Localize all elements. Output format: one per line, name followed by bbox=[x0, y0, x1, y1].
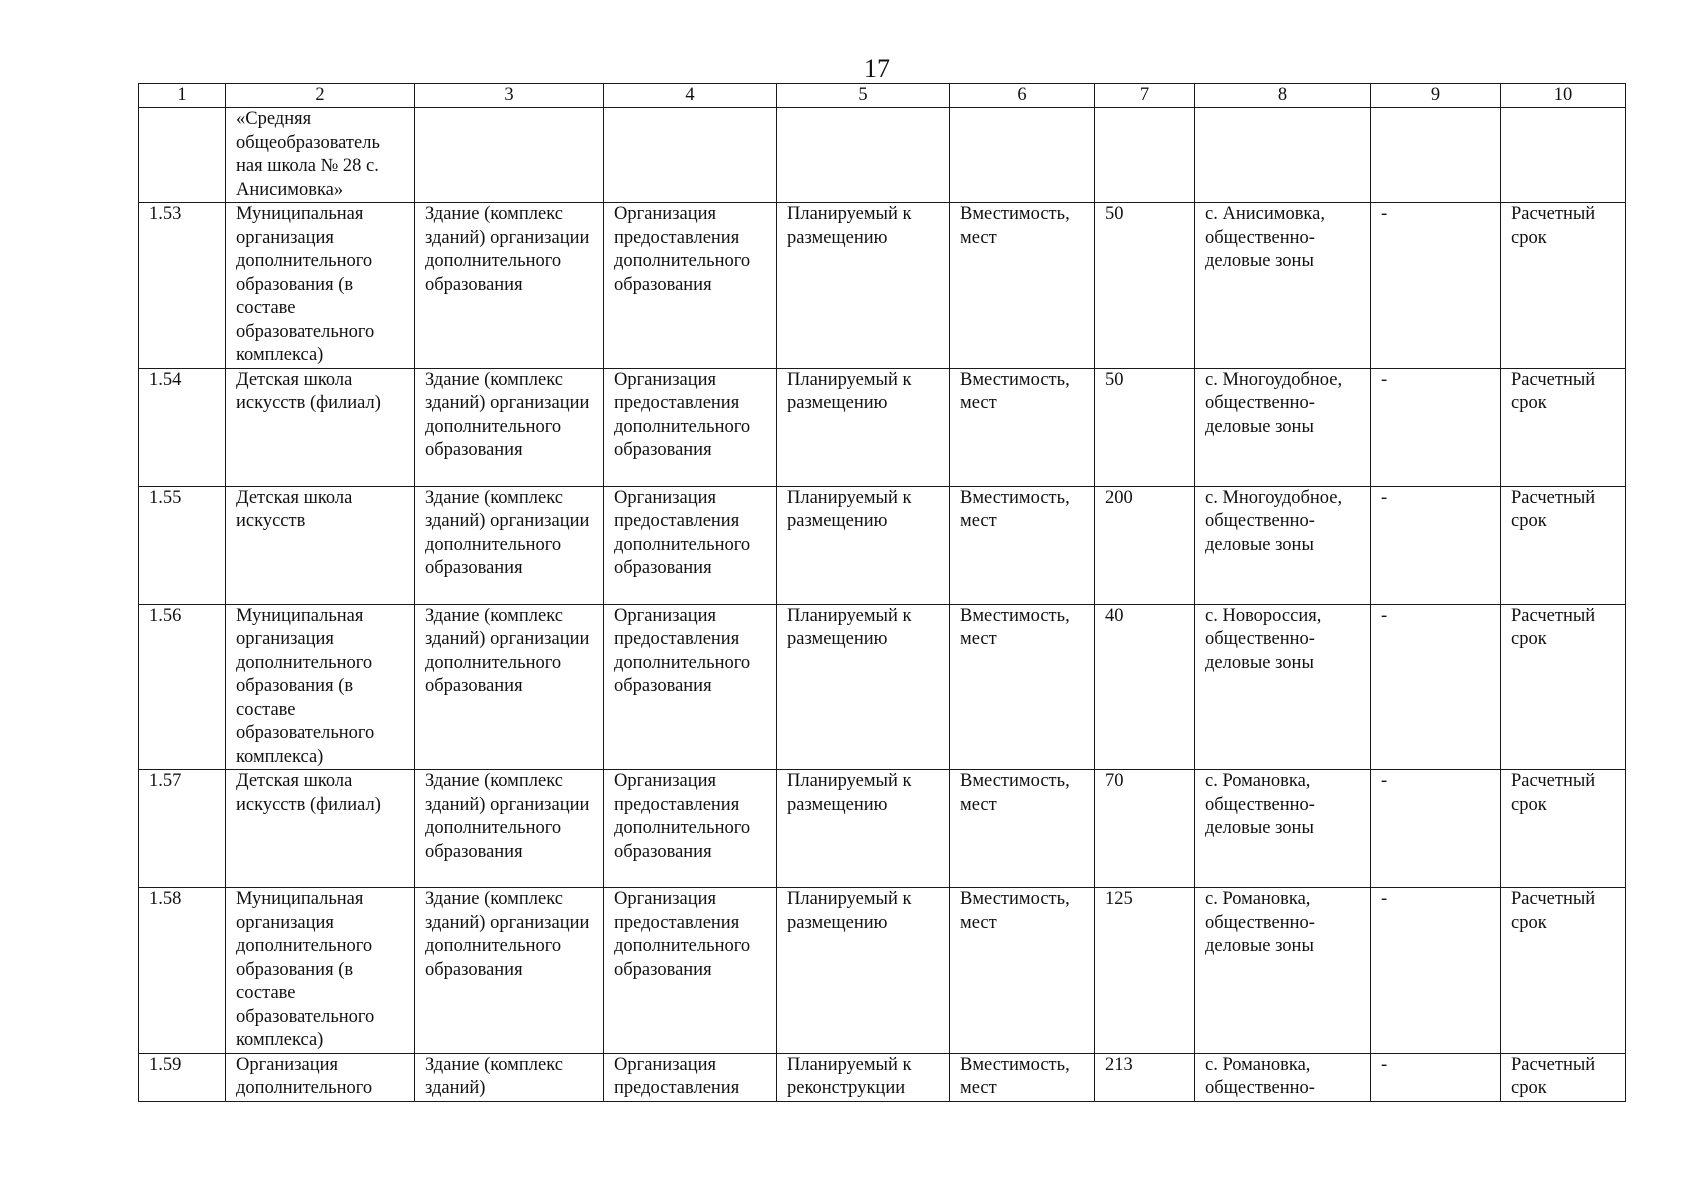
cell-zone: - bbox=[1371, 486, 1501, 604]
table-row bbox=[139, 486, 1626, 604]
cell-name: Муниципальная организация дополнительного образования (в составе образовательного комплекса) bbox=[226, 888, 415, 1054]
cell-name: Детская школа искусств (филиал) bbox=[226, 770, 415, 888]
cell-status: Планируемый к размещению bbox=[777, 486, 950, 604]
column-header: 10 bbox=[1501, 84, 1626, 108]
cell-number bbox=[139, 108, 226, 203]
cell-zone: - bbox=[1371, 604, 1501, 770]
cell-value: 125 bbox=[1095, 888, 1195, 1054]
cell-characteristic: Вместимость, мест bbox=[950, 203, 1095, 369]
cell-term: Расчетный срок bbox=[1501, 486, 1626, 604]
cell-number: 1.56 bbox=[139, 604, 226, 770]
cell-term: Расчетный срок bbox=[1501, 368, 1626, 486]
cell-characteristic: Вместимость, мест bbox=[950, 368, 1095, 486]
cell-status bbox=[777, 108, 950, 203]
cell-characteristic: Вместимость, мест bbox=[950, 486, 1095, 604]
column-header: 7 bbox=[1095, 84, 1195, 108]
cell-name: Муниципальная организация дополнительного образования (в составе образовательного комплекса) bbox=[226, 203, 415, 369]
cell-term: Расчетный срок bbox=[1501, 203, 1626, 369]
cell-number: 1.54 bbox=[139, 368, 226, 486]
cell-location: с. Многоудобное, общественно-деловые зоны bbox=[1195, 368, 1371, 486]
cell-status: Планируемый к размещению bbox=[777, 888, 950, 1054]
cell-purpose: Организация предоставления дополнительного образования bbox=[604, 486, 777, 604]
cell-value bbox=[1095, 108, 1195, 203]
cell-zone: - bbox=[1371, 368, 1501, 486]
table-body bbox=[139, 108, 1626, 1102]
cell-characteristic: Вместимость, мест bbox=[950, 770, 1095, 888]
cell-type: Здание (комплекс зданий) организации дополнительного образования bbox=[415, 770, 604, 888]
cell-term bbox=[1501, 108, 1626, 203]
table-row bbox=[139, 888, 1626, 1054]
cell-term: Расчетный срок bbox=[1501, 888, 1626, 1054]
cell-zone bbox=[1371, 108, 1501, 203]
table-row bbox=[139, 604, 1626, 770]
cell-type: Здание (комплекс зданий) организации дополнительного образования bbox=[415, 368, 604, 486]
cell-value: 50 bbox=[1095, 368, 1195, 486]
objects-table bbox=[138, 83, 1626, 1102]
cell-location bbox=[1195, 108, 1371, 203]
cell-value: 40 bbox=[1095, 604, 1195, 770]
cell-status: Планируемый к размещению bbox=[777, 770, 950, 888]
cell-status: Планируемый к размещению bbox=[777, 604, 950, 770]
cell-number: 1.58 bbox=[139, 888, 226, 1054]
cell-number: 1.53 bbox=[139, 203, 226, 369]
cell-characteristic: Вместимость, мест bbox=[950, 604, 1095, 770]
cell-status: Планируемый к реконструкции bbox=[777, 1053, 950, 1101]
cell-purpose: Организация предоставления дополнительного образования bbox=[604, 203, 777, 369]
table-row bbox=[139, 770, 1626, 888]
column-header: 2 bbox=[226, 84, 415, 108]
cell-number: 1.55 bbox=[139, 486, 226, 604]
cell-location: с. Анисимовка, общественно-деловые зоны bbox=[1195, 203, 1371, 369]
cell-characteristic: Вместимость, мест bbox=[950, 888, 1095, 1054]
cell-value: 70 bbox=[1095, 770, 1195, 888]
cell-type: Здание (комплекс зданий) организации дополнительного образования bbox=[415, 888, 604, 1054]
cell-status: Планируемый к размещению bbox=[777, 368, 950, 486]
cell-location: с. Новороссия, общественно-деловые зоны bbox=[1195, 604, 1371, 770]
cell-status: Планируемый к размещению bbox=[777, 203, 950, 369]
cell-type: Здание (комплекс зданий) организации дополнительного образования bbox=[415, 486, 604, 604]
cell-location: с. Романовка, общественно-деловые зоны bbox=[1195, 888, 1371, 1054]
cell-location: с. Романовка, общественно- bbox=[1195, 1053, 1371, 1101]
cell-name: Детская школа искусств bbox=[226, 486, 415, 604]
table-row bbox=[139, 1053, 1626, 1101]
header-row bbox=[139, 84, 1626, 108]
table-row bbox=[139, 368, 1626, 486]
table-row bbox=[139, 203, 1626, 369]
cell-value: 200 bbox=[1095, 486, 1195, 604]
cell-name: Организация дополнительного bbox=[226, 1053, 415, 1101]
cell-type: Здание (комплекс зданий) bbox=[415, 1053, 604, 1101]
cell-number: 1.59 bbox=[139, 1053, 226, 1101]
cell-zone: - bbox=[1371, 770, 1501, 888]
cell-term: Расчетный срок bbox=[1501, 604, 1626, 770]
page-number: 17 bbox=[864, 54, 890, 83]
cell-purpose: Организация предоставления дополнительного образования bbox=[604, 888, 777, 1054]
column-header: 9 bbox=[1371, 84, 1501, 108]
cell-value: 50 bbox=[1095, 203, 1195, 369]
cell-zone: - bbox=[1371, 888, 1501, 1054]
column-header: 4 bbox=[604, 84, 777, 108]
cell-location: с. Романовка, общественно-деловые зоны bbox=[1195, 770, 1371, 888]
cell-purpose: Организация предоставления дополнительного образования bbox=[604, 770, 777, 888]
table-row bbox=[139, 108, 1626, 203]
cell-purpose: Организация предоставления дополнительного образования bbox=[604, 604, 777, 770]
cell-purpose: Организация предоставления дополнительного образования bbox=[604, 368, 777, 486]
cell-term: Расчетный срок bbox=[1501, 770, 1626, 888]
cell-location: с. Многоудобное, общественно-деловые зоны bbox=[1195, 486, 1371, 604]
cell-type: Здание (комплекс зданий) организации дополнительного образования bbox=[415, 604, 604, 770]
cell-zone: - bbox=[1371, 1053, 1501, 1101]
cell-term: Расчетный срок bbox=[1501, 1053, 1626, 1101]
cell-type bbox=[415, 108, 604, 203]
column-header: 5 bbox=[777, 84, 950, 108]
cell-value: 213 bbox=[1095, 1053, 1195, 1101]
cell-purpose: Организация предоставления bbox=[604, 1053, 777, 1101]
cell-number: 1.57 bbox=[139, 770, 226, 888]
column-header: 1 bbox=[139, 84, 226, 108]
cell-purpose bbox=[604, 108, 777, 203]
table-header bbox=[139, 84, 1626, 108]
cell-characteristic: Вместимость, мест bbox=[950, 1053, 1095, 1101]
column-header: 6 bbox=[950, 84, 1095, 108]
cell-zone: - bbox=[1371, 203, 1501, 369]
column-header: 3 bbox=[415, 84, 604, 108]
cell-name: Детская школа искусств (филиал) bbox=[226, 368, 415, 486]
cell-name: Муниципальная организация дополнительного образования (в составе образовательного комплекса) bbox=[226, 604, 415, 770]
column-header: 8 bbox=[1195, 84, 1371, 108]
cell-name: «Средняя общеобразователь ная школа № 28 с. Анисимовка» bbox=[226, 108, 415, 203]
cell-type: Здание (комплекс зданий) организации дополнительного образования bbox=[415, 203, 604, 369]
cell-characteristic bbox=[950, 108, 1095, 203]
